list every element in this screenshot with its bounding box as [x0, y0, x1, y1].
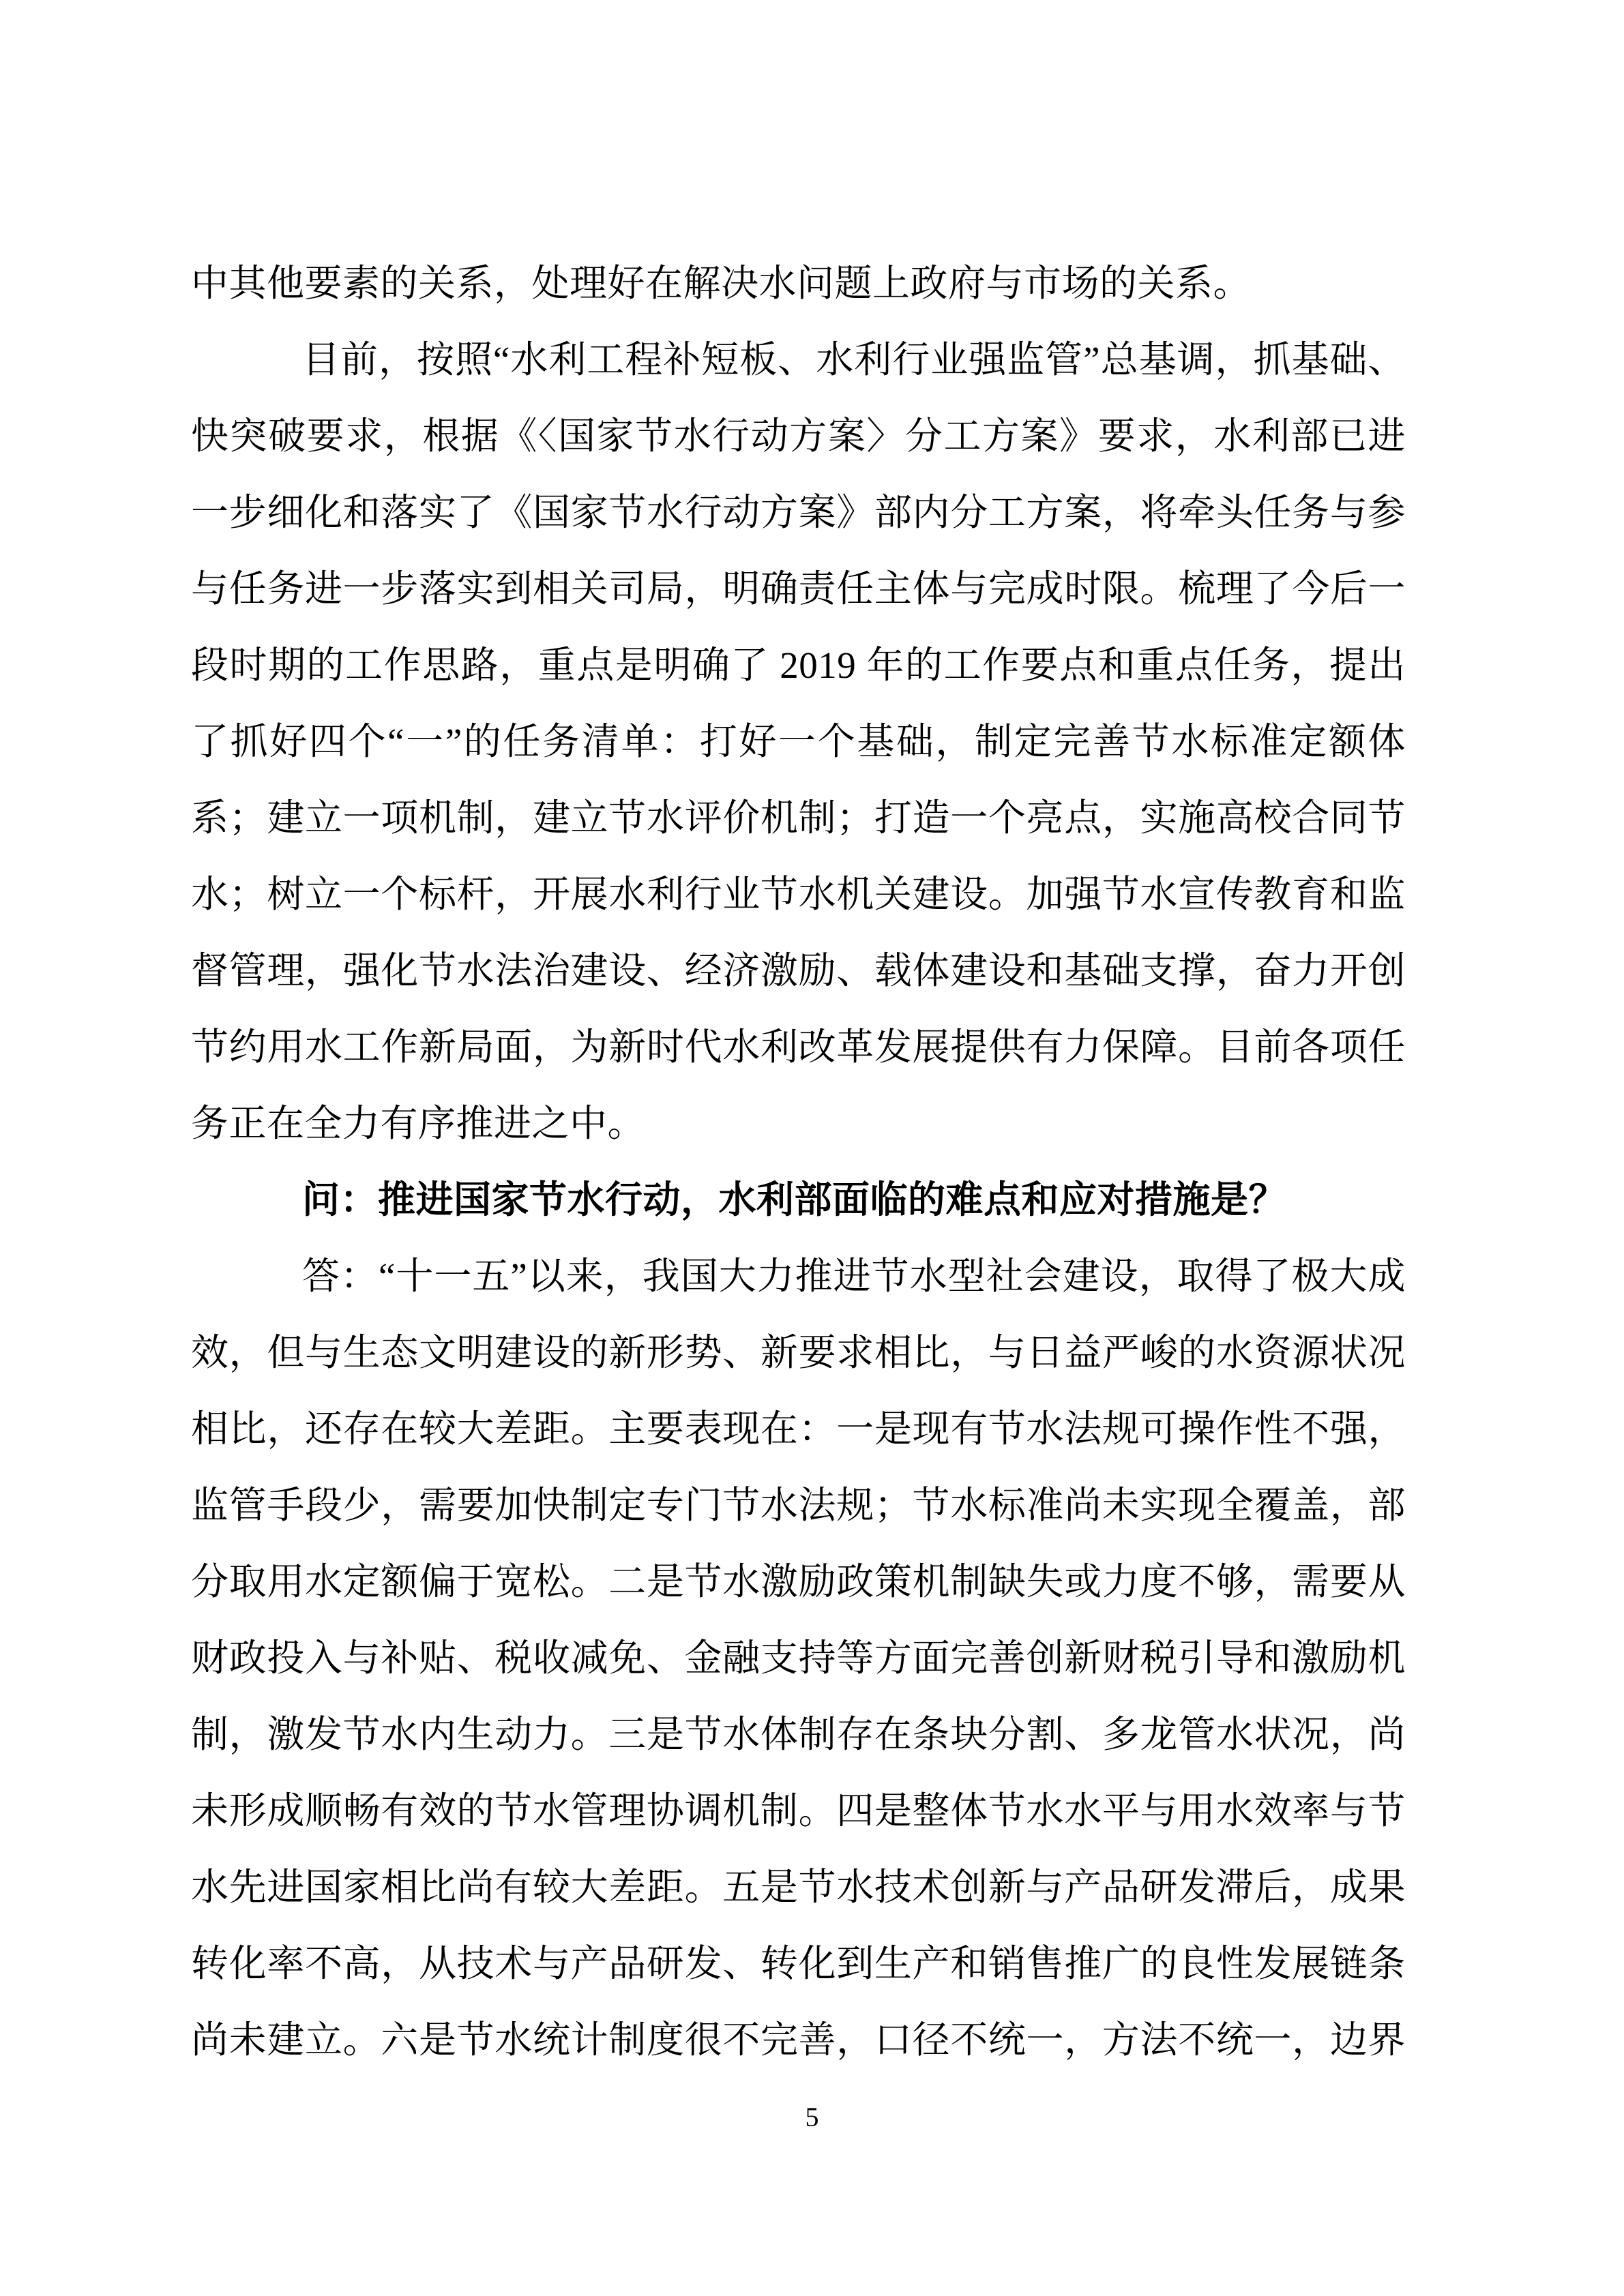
text-line: 财政投入与补贴、税收减免、金融支持等方面完善创新财税引导和激励机: [191, 1637, 1406, 1679]
text-line: 中其他要素的关系，处理好在解决水问题上政府与市场的关系。: [191, 263, 1252, 304]
text-line: 未形成顺畅有效的节水管理协调机制。四是整体节水水平与用水效率与节: [191, 1790, 1406, 1832]
text-line: 水先进国家相比尚有较大差距。五是节水技术创新与产品研发滞后，成果: [191, 1866, 1406, 1908]
text-line: 监管手段少，需要加快制定专门节水法规；节水标准尚未实现全覆盖，部: [191, 1485, 1406, 1526]
text-line: 尚未建立。六是节水统计制度很不完善，口径不统一，方法不统一，边界: [191, 2019, 1406, 2061]
text-line: 督管理，强化节水法治建设、经济激励、载体建设和基础支撑，奋力开创: [191, 950, 1406, 992]
text-line: 快突破要求，根据《〈国家节水行动方案〉分工方案》要求，水利部已进: [191, 415, 1406, 457]
text-line: 与任务进一步落实到相关司局，明确责任主体与完成时限。梳理了今后一: [191, 568, 1406, 610]
text-line: 相比，还存在较大差距。主要表现在：一是现有节水法规可操作性不强，: [191, 1408, 1406, 1450]
text-line: 答：“十一五”以来，我国大力推进节水型社会建设，取得了极大成: [302, 1255, 1406, 1297]
text-line: 了抓好四个“一”的任务清单：打好一个基础，制定完善节水标准定额体: [191, 721, 1406, 762]
text-line: 系；建立一项机制，建立节水评价机制；打造一个亮点，实施高校合同节: [191, 797, 1406, 839]
text-line: 分取用水定额偏于宽松。二是节水激励政策机制缺失或力度不够，需要从: [191, 1561, 1406, 1602]
text-line: 段时期的工作思路，重点是明确了 2019 年的工作要点和重点任务，提出: [191, 644, 1406, 686]
text-line: 问：推进国家节水行动，水利部面临的难点和应对措施是？: [302, 1179, 1287, 1221]
text-line: 制，激发节水内生动力。三是节水体制存在条块分割、多龙管水状况，尚: [191, 1714, 1406, 1755]
text-line: 效，但与生态文明建设的新形势、新要求相比，与日益严峻的水资源状况: [191, 1332, 1406, 1373]
page-number: 5: [805, 2102, 819, 2132]
text-line: 一步细化和落实了《国家节水行动方案》部内分工方案，将牵头任务与参: [191, 492, 1406, 533]
text-line: 转化率不高，从技术与产品研发、转化到生产和销售推广的良性发展链条: [191, 1943, 1406, 1984]
text-line: 水；树立一个标杆，开展水利行业节水机关建设。加强节水宣传教育和监: [191, 874, 1406, 915]
text-line: 目前，按照“水利工程补短板、水利行业强监管”总基调，抓基础、: [302, 339, 1406, 381]
document-body: [191, 245, 1406, 2078]
text-line: 节约用水工作新局面，为新时代水利改革发展提供有力保障。目前各项任: [191, 1026, 1406, 1068]
text-line: 务正在全力有序推进之中。: [191, 1103, 646, 1144]
